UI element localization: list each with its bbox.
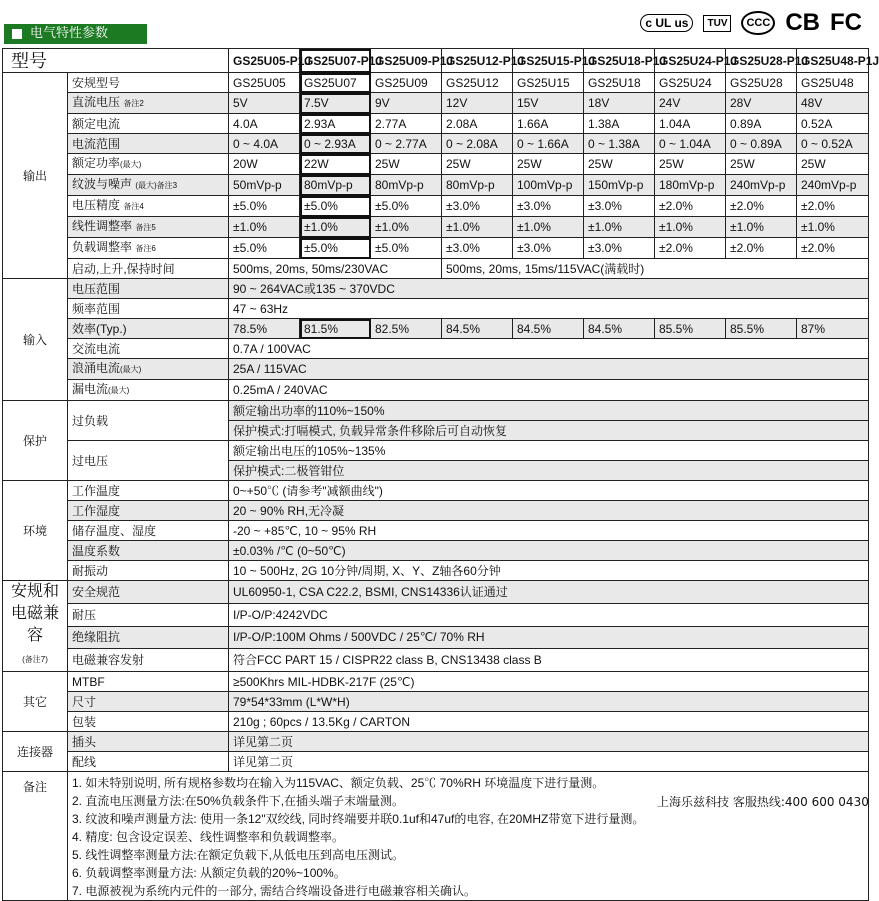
cell: 0 ~ 1.38A	[584, 134, 655, 154]
row-label: 绝缘阻抗	[68, 626, 229, 649]
row-label: 漏电流(最大)	[68, 380, 229, 401]
startup-row	[3, 259, 869, 279]
output-category: 输出	[3, 73, 68, 279]
cell: ≥500Khrs MIL-HDBK-217F (25℃)	[229, 672, 869, 692]
cell: 0 ~ 0.52A	[797, 134, 869, 154]
cell: 保护模式:打嗝模式, 负载异常条件移除后可自动恢复	[229, 421, 869, 441]
cell: ±5.0%	[300, 196, 371, 217]
cell: ±3.0%	[584, 196, 655, 217]
cell: GS25U05	[229, 73, 300, 93]
cell: 85.5%	[726, 319, 797, 339]
cell: ±5.0%	[229, 196, 300, 217]
cell: 0 ~ 2.77A	[371, 134, 442, 154]
cell: 详见第二页	[229, 752, 869, 772]
row-label: 配线	[68, 752, 229, 772]
model-name: GS25U48-P1J	[797, 49, 869, 73]
other-row	[3, 692, 869, 712]
cell: 0 ~ 1.66A	[513, 134, 584, 154]
input-row	[3, 339, 869, 359]
model-name: GS25U18-P1J	[584, 49, 655, 73]
input-row	[3, 279, 869, 299]
cell: ±5.0%	[371, 196, 442, 217]
protection-category: 保护	[3, 401, 68, 481]
cell: 额定输出电压的105%~135%	[229, 441, 869, 461]
row-label: MTBF	[68, 672, 229, 692]
cell: 0~+50℃ (请参考"减额曲线")	[229, 481, 869, 501]
safety-row	[3, 581, 869, 604]
cb-logo: CB	[785, 9, 820, 36]
model-header-row	[3, 49, 869, 73]
ul-logo: c UL us	[640, 14, 693, 32]
cell: ±2.0%	[797, 196, 869, 217]
output-row	[3, 196, 869, 217]
connector-category: 连接器	[3, 732, 68, 772]
protection-row	[3, 441, 869, 461]
cell: 25W	[371, 154, 442, 175]
cell: 25A / 115VAC	[229, 359, 869, 380]
cell: 1.38A	[584, 114, 655, 134]
fcc-logo: FC	[830, 9, 862, 36]
row-label: 纹波与噪声 (最大)备注3	[68, 175, 229, 196]
cell: 84.5%	[584, 319, 655, 339]
row-label: 额定功率(最大)	[68, 154, 229, 175]
row-label: 负载调整率 备注6	[68, 238, 229, 259]
safety-row	[3, 603, 869, 626]
cell: ±1.0%	[797, 217, 869, 238]
cell: 详见第二页	[229, 732, 869, 752]
cell: ±3.0%	[513, 196, 584, 217]
output-row	[3, 238, 869, 259]
section-title-bar	[4, 24, 147, 44]
cell: 150mVp-p	[584, 175, 655, 196]
cell: UL60950-1, CSA C22.2, BSMI, CNS14336认证通过	[229, 581, 869, 604]
row-label: 浪涌电流(最大)	[68, 359, 229, 380]
environment-row	[3, 481, 869, 501]
safety-row	[3, 626, 869, 649]
cell: 90 ~ 264VAC或135 ~ 370VDC	[229, 279, 869, 299]
output-row	[3, 114, 869, 134]
cell: 79*54*33mm (L*W*H)	[229, 692, 869, 712]
row-label: 插头	[68, 732, 229, 752]
environment-row	[3, 561, 869, 581]
ccc-logo: CCC	[741, 11, 775, 35]
input-row	[3, 359, 869, 380]
cell: 48V	[797, 93, 869, 114]
row-label: 电磁兼容发射	[68, 649, 229, 672]
cell: GS25U18	[584, 73, 655, 93]
cell: 25W	[513, 154, 584, 175]
cell: 22W	[300, 154, 371, 175]
cell: 2.77A	[371, 114, 442, 134]
cell: 50mVp-p	[229, 175, 300, 196]
note-line: 3. 纹波和噪声测量方法: 使用一条12"双绞线, 同时终端要并联0.1uf和47uf的电容, 在20MHZ带宽下进行量测。	[72, 812, 645, 826]
cell: GS25U24	[655, 73, 726, 93]
cell: 0.7A / 100VAC	[229, 339, 869, 359]
cell: 84.5%	[442, 319, 513, 339]
cell: ±0.03% /℃ (0~50℃)	[229, 541, 869, 561]
cell: ±5.0%	[371, 238, 442, 259]
row-label: 电压精度 备注4	[68, 196, 229, 217]
row-label: 交流电流	[68, 339, 229, 359]
cell: ±5.0%	[229, 238, 300, 259]
other-category: 其它	[3, 672, 68, 732]
row-label: 效率(Typ.)	[68, 319, 229, 339]
cell: 0 ~ 2.93A	[300, 134, 371, 154]
note-line: 2. 直流电压测量方法:在50%负载条件下,在插头端子末端量测。	[72, 794, 405, 808]
cell: 符合FCC PART 15 / CISPR22 class B, CNS13438 class B	[229, 649, 869, 672]
cell: ±2.0%	[655, 196, 726, 217]
cell: 10 ~ 500Hz, 2G 10分钟/周期, X、Y、Z轴各60分钟	[229, 561, 869, 581]
cell: 25W	[726, 154, 797, 175]
environment-row	[3, 541, 869, 561]
cell: 240mVp-p	[797, 175, 869, 196]
output-row	[3, 93, 869, 114]
note-line: 7. 电源被视为系统内元件的一部分, 需结合终端设备进行电磁兼容相关确认。	[72, 884, 477, 898]
cell: 0 ~ 4.0A	[229, 134, 300, 154]
spec-table	[2, 48, 879, 901]
cell: 20 ~ 90% RH,无冷凝	[229, 501, 869, 521]
cell: 80mVp-p	[371, 175, 442, 196]
note-line: 1. 如未特别说明, 所有规格参数均在输入为115VAC、额定负载、25℃ 70%RH 环境温度下进行量测。	[72, 776, 605, 790]
cell: 81.5%	[300, 319, 371, 339]
cell: 240mVp-p	[726, 175, 797, 196]
row-label: 温度系数	[68, 541, 229, 561]
cell: 82.5%	[371, 319, 442, 339]
cell: 78.5%	[229, 319, 300, 339]
cell: 28V	[726, 93, 797, 114]
cell: 4.0A	[229, 114, 300, 134]
cell: ±1.0%	[442, 217, 513, 238]
notes-row	[3, 772, 869, 901]
row-label: 安全规范	[68, 581, 229, 604]
model-name: GS25U07-P1J	[300, 49, 371, 73]
cell: 84.5%	[513, 319, 584, 339]
row-label: 电压范围	[68, 279, 229, 299]
cell: 500ms, 20ms, 15ms/115VAC(满载时)	[442, 259, 869, 279]
cell: ±2.0%	[655, 238, 726, 259]
cell: ±5.0%	[300, 238, 371, 259]
cell: 25W	[584, 154, 655, 175]
note-line: 6. 负载调整率测量方法: 从额定负载的20%~100%。	[72, 866, 346, 880]
section-title: 电气特性参数	[30, 26, 109, 41]
row-label: 储存温度、湿度	[68, 521, 229, 541]
cell: 2.93A	[300, 114, 371, 134]
cell: ±3.0%	[442, 238, 513, 259]
output-row	[3, 134, 869, 154]
hotline: 上海乐兹科技 客服热线:400 600 0430	[657, 795, 869, 809]
cell: 24V	[655, 93, 726, 114]
cell: 87%	[797, 319, 869, 339]
cell: 1.04A	[655, 114, 726, 134]
notes-category: 备注	[3, 772, 68, 901]
cell: 15V	[513, 93, 584, 114]
connector-row	[3, 752, 869, 772]
model-label: 型号	[3, 49, 229, 73]
row-label: 耐压	[68, 603, 229, 626]
output-row	[3, 154, 869, 175]
cell: 85.5%	[655, 319, 726, 339]
cell: ±3.0%	[513, 238, 584, 259]
model-name: GS25U28-P1J	[726, 49, 797, 73]
row-label: 启动,上升,保持时间	[68, 259, 229, 279]
input-row	[3, 380, 869, 401]
cell: ±1.0%	[655, 217, 726, 238]
cell: 7.5V	[300, 93, 371, 114]
row-label: 直流电压 备注2	[68, 93, 229, 114]
cell: 500ms, 20ms, 50ms/230VAC	[229, 259, 442, 279]
cell: 25W	[797, 154, 869, 175]
cell: 0.89A	[726, 114, 797, 134]
cell: 0 ~ 2.08A	[442, 134, 513, 154]
cell: ±1.0%	[584, 217, 655, 238]
other-row	[3, 712, 869, 732]
row-label: 线性调整率 备注5	[68, 217, 229, 238]
environment-row	[3, 521, 869, 541]
row-label: 过电压	[68, 441, 229, 481]
cell: 210g ; 60pcs / 13.5Kg / CARTON	[229, 712, 869, 732]
row-label: 尺寸	[68, 692, 229, 712]
cell: ±1.0%	[300, 217, 371, 238]
cell: 2.08A	[442, 114, 513, 134]
cell: GS25U48	[797, 73, 869, 93]
cell: ±2.0%	[797, 238, 869, 259]
output-row	[3, 175, 869, 196]
model-name: GS25U24-P1J	[655, 49, 726, 73]
cell: 0 ~ 0.89A	[726, 134, 797, 154]
row-label: 过负载	[68, 401, 229, 441]
cell: I/P-O/P:4242VDC	[229, 603, 869, 626]
cell: 0.52A	[797, 114, 869, 134]
model-name: GS25U05-P1J	[229, 49, 300, 73]
cell: GS25U15	[513, 73, 584, 93]
certification-logos	[640, 6, 862, 40]
cell: ±1.0%	[726, 217, 797, 238]
row-label: 耐振动	[68, 561, 229, 581]
cell: ±3.0%	[584, 238, 655, 259]
cell: 0 ~ 1.04A	[655, 134, 726, 154]
row-label: 安规型号	[68, 73, 229, 93]
cell: ±1.0%	[371, 217, 442, 238]
row-label: 包装	[68, 712, 229, 732]
cell: 100mVp-p	[513, 175, 584, 196]
row-label: 频率范围	[68, 299, 229, 319]
cell: ±1.0%	[513, 217, 584, 238]
cell: 保护模式:二极管钳位	[229, 461, 869, 481]
safety-category: 安规和电磁兼容 (备注7)	[3, 581, 68, 672]
cell: 0.25mA / 240VAC	[229, 380, 869, 401]
cell: GS25U12	[442, 73, 513, 93]
cell: 25W	[655, 154, 726, 175]
square-icon	[12, 29, 22, 39]
tuv-logo: TUV	[703, 15, 731, 32]
model-name: GS25U15-P1J	[513, 49, 584, 73]
note-line: 5. 线性调整率测量方法:在额定负载下,从低电压到高电压测试。	[72, 848, 405, 862]
connector-row	[3, 732, 869, 752]
protection-row	[3, 401, 869, 421]
cell: 12V	[442, 93, 513, 114]
row-label: 电流范围	[68, 134, 229, 154]
row-label: 工作湿度	[68, 501, 229, 521]
cell: GS25U09	[371, 73, 442, 93]
cell: 额定输出功率的110%~150%	[229, 401, 869, 421]
cell: 80mVp-p	[300, 175, 371, 196]
cell: GS25U07	[300, 73, 371, 93]
cell: 5V	[229, 93, 300, 114]
cell: 1.66A	[513, 114, 584, 134]
cell: 25W	[442, 154, 513, 175]
output-row	[3, 73, 869, 93]
cell: I/P-O/P:100M Ohms / 500VDC / 25℃/ 70% RH	[229, 626, 869, 649]
cell: 80mVp-p	[442, 175, 513, 196]
row-label: 工作温度	[68, 481, 229, 501]
safety-row	[3, 649, 869, 672]
cell: 18V	[584, 93, 655, 114]
other-row	[3, 672, 869, 692]
environment-row	[3, 501, 869, 521]
cell: -20 ~ +85℃, 10 ~ 95% RH	[229, 521, 869, 541]
input-row	[3, 299, 869, 319]
model-name: GS25U09-P1J	[371, 49, 442, 73]
note-line: 4. 精度: 包含设定误差、线性调整率和负载调整率。	[72, 830, 345, 844]
cell: 47 ~ 63Hz	[229, 299, 869, 319]
cell: ±1.0%	[229, 217, 300, 238]
cell: ±2.0%	[726, 196, 797, 217]
row-label: 额定电流	[68, 114, 229, 134]
cell: 180mVp-p	[655, 175, 726, 196]
cell: 9V	[371, 93, 442, 114]
environment-category: 环境	[3, 481, 68, 581]
cell: GS25U28	[726, 73, 797, 93]
cell: ±3.0%	[442, 196, 513, 217]
input-row	[3, 319, 869, 339]
output-row	[3, 217, 869, 238]
cell: ±2.0%	[726, 238, 797, 259]
cell: 20W	[229, 154, 300, 175]
model-name: GS25U12-P1J	[442, 49, 513, 73]
input-category: 输入	[3, 279, 68, 401]
notes-cell	[68, 772, 869, 901]
